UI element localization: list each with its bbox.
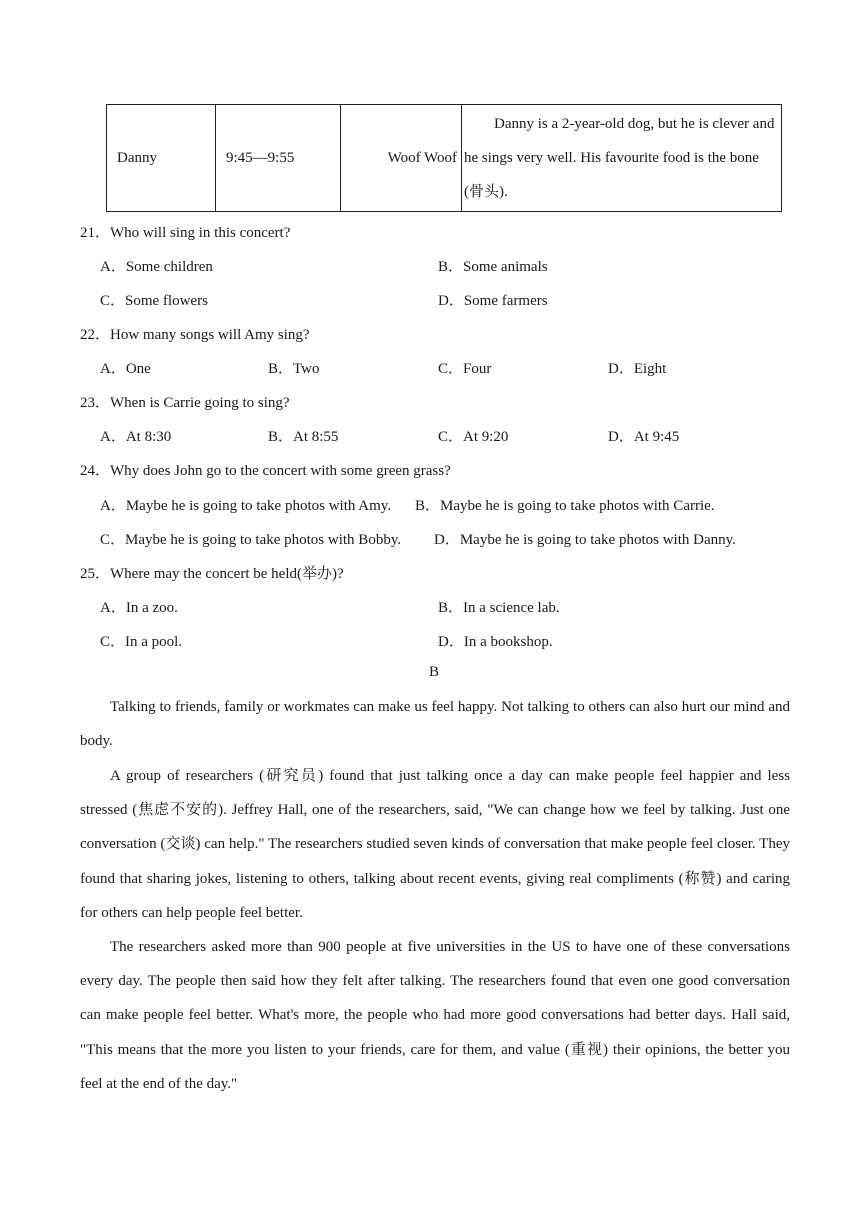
option-c: C．Maybe he is going to take photos with Bobby. (100, 532, 402, 548)
passage-paragraph (80, 930, 790, 1101)
option-b: B．In a science lab. (438, 600, 560, 616)
option-c: C．Four (438, 361, 492, 377)
paragraph-text: The researchers asked more than 900 people at five universities in the US to have one of these conversations every day. The people then said how they felt after talking. The researchers found that even one good conversation can make people feel better. What's more, the people who had more good conversations had better days. Hall said, "This means that the more you listen to your friends, care for them, and value (重视) their opinions, the better you feel at the end of the day." (80, 939, 790, 1092)
question-stem: 22．How many songs will Amy sing? (80, 327, 310, 343)
option-b: B．Maybe he is going to take photos with Carrie. (415, 498, 715, 514)
description-cell (462, 105, 782, 212)
option-d: D．Some farmers (438, 293, 548, 309)
paragraph-text: Talking to friends, family or workmates can make us feel happy. Not talking to others can also hurt our mind and body. (80, 699, 790, 750)
passage-paragraph (80, 759, 790, 930)
section-label: B (428, 664, 439, 680)
paragraph-text: A group of researchers (研究员) found that just talking once a day can make people feel happier and less stressed (焦虑不安的). Jeffrey Hall, one of the researchers, said, "We can change how we feel by talking. Just one conversation (交谈) can help." The researchers studied seven kinds of conversation that make people feel closer. They found that sharing jokes, listening to others, talking about recent events, giving real compliments (称赞) and caring for others can help people feel better. (80, 768, 790, 921)
option-b: B．Some animals (438, 259, 548, 275)
option-d: D．At 9:45 (608, 429, 680, 445)
option-c: C．Some flowers (100, 293, 208, 309)
singer-name-cell: Danny (107, 105, 216, 212)
song-cell: Woof Woof (341, 105, 462, 212)
question-stem: 21．Who will sing in this concert? (80, 225, 291, 241)
description-text: Danny is a 2-year-old dog, but he is clever and he sings very well. His favourite food is the bone (骨头). (464, 116, 775, 200)
option-b: B．At 8:55 (268, 429, 339, 445)
concert-table (106, 104, 782, 212)
option-d: D．In a bookshop. (438, 634, 553, 650)
question-stem: 24．Why does John go to the concert with some green grass? (80, 463, 451, 479)
table-row (107, 105, 782, 212)
option-a: A．Some children (100, 259, 213, 275)
option-a: A．At 8:30 (100, 429, 172, 445)
question-stem: 23．When is Carrie going to sing? (80, 395, 290, 411)
option-b: B．Two (268, 361, 320, 377)
question-stem: 25．Where may the concert be held(举办)? (80, 566, 344, 582)
option-d: D．Eight (608, 361, 667, 377)
time-cell: 9:45—9:55 (216, 105, 341, 212)
option-c: C．In a pool. (100, 634, 183, 650)
option-a: A．One (100, 361, 151, 377)
passage-paragraph (80, 690, 790, 758)
option-a: A．In a zoo. (100, 600, 178, 616)
option-a: A．Maybe he is going to take photos with Amy. (100, 498, 392, 514)
option-c: C．At 9:20 (438, 429, 509, 445)
option-d: D．Maybe he is going to take photos with Danny. (434, 532, 736, 548)
